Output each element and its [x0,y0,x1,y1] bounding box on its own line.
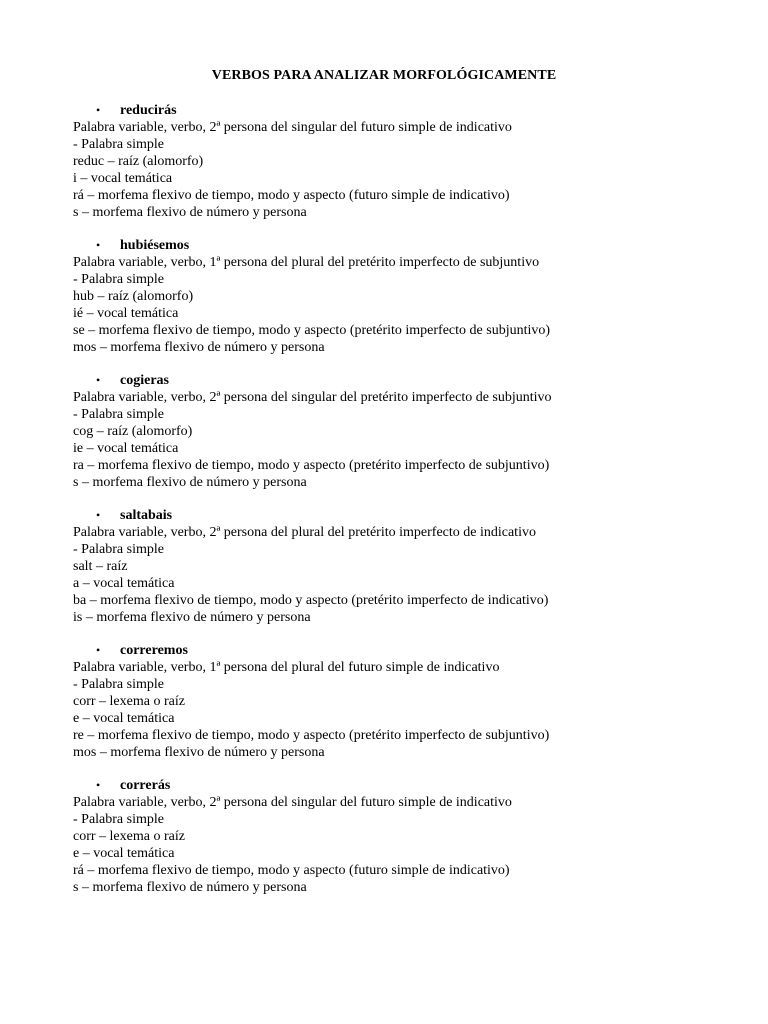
analysis-line: salt – raíz [73,559,128,574]
verb-entry-heading [73,102,753,119]
analysis-line: corr – lexema o raíz [73,694,185,709]
analysis-line: ié – vocal temática [73,306,179,321]
analysis-line: re – morfema flexivo de tiempo, modo y aspecto (pretérito imperfecto de subjuntivo) [73,728,550,743]
verb-name: correrás [120,778,171,793]
verb-entry [73,237,753,356]
analysis-line: hub – raíz (alomorfo) [73,289,194,304]
analysis-line: s – morfema flexivo de número y persona [73,880,307,895]
analysis-line: - Palabra simple [73,542,164,557]
analysis-line: - Palabra simple [73,137,164,152]
analysis-line: s – morfema flexivo de número y persona [73,205,307,220]
analysis-line: cog – raíz (alomorfo) [73,424,193,439]
verb-entry [73,102,753,221]
analysis-line: - Palabra simple [73,812,164,827]
analysis-line: mos – morfema flexivo de número y persona [73,340,325,355]
analysis-line: reduc – raíz (alomorfo) [73,154,204,169]
analysis-line: corr – lexema o raíz [73,829,185,844]
verb-entry-heading [73,372,753,389]
analysis-line: e – vocal temática [73,711,175,726]
analysis-line: rá – morfema flexivo de tiempo, modo y aspecto (futuro simple de indicativo) [73,188,510,203]
analysis-line: rá – morfema flexivo de tiempo, modo y aspecto (futuro simple de indicativo) [73,863,510,878]
verb-entry-heading [73,642,753,659]
document-title: VERBOS PARA ANALIZAR MORFOLÓGICAMENTE [211,68,557,83]
analysis-line: - Palabra simple [73,677,164,692]
analysis-line: ie – vocal temática [73,441,179,456]
bullet-icon: • [96,373,101,387]
analysis-line: Palabra variable, verbo, 2ª persona del singular del futuro simple de indicativo [73,120,512,135]
verb-entries-list [73,102,753,912]
verb-entry [73,372,753,491]
verb-name: reducirás [120,103,177,118]
analysis-line: ba – morfema flexivo de tiempo, modo y aspecto (pretérito imperfecto de indicativo) [73,593,549,608]
verb-entry-heading [73,237,753,254]
analysis-line: se – morfema flexivo de tiempo, modo y aspecto (pretérito imperfecto de subjuntivo) [73,323,551,338]
bullet-icon: • [96,103,101,117]
analysis-line: Palabra variable, verbo, 2ª persona del singular del futuro simple de indicativo [73,795,512,810]
bullet-icon: • [96,238,101,252]
analysis-line: is – morfema flexivo de número y persona [73,610,311,625]
analysis-line: Palabra variable, verbo, 1ª persona del plural del futuro simple de indicativo [73,660,500,675]
verb-entry-heading [73,777,753,794]
analysis-line: Palabra variable, verbo, 1ª persona del plural del pretérito imperfecto de subjuntivo [73,255,540,270]
analysis-line: ra – morfema flexivo de tiempo, modo y aspecto (pretérito imperfecto de subjuntivo) [73,458,550,473]
verb-entry-heading [73,507,753,524]
analysis-line: i – vocal temática [73,171,173,186]
verb-name: hubiésemos [120,238,190,253]
analysis-line: - Palabra simple [73,407,164,422]
verb-entry [73,777,753,896]
verb-name: correremos [120,643,188,658]
bullet-icon: • [96,778,101,792]
bullet-icon: • [96,643,101,657]
analysis-line: Palabra variable, verbo, 2ª persona del singular del pretérito imperfecto de subjuntivo [73,390,552,405]
analysis-line: Palabra variable, verbo, 2ª persona del plural del pretérito imperfecto de indicativo [73,525,536,540]
analysis-line: mos – morfema flexivo de número y persona [73,745,325,760]
analysis-line: - Palabra simple [73,272,164,287]
analysis-line: e – vocal temática [73,846,175,861]
verb-name: saltabais [120,508,173,523]
verb-name: cogieras [120,373,169,388]
verb-entry [73,507,753,626]
verb-entry [73,642,753,761]
analysis-line: a – vocal temática [73,576,175,591]
analysis-line: s – morfema flexivo de número y persona [73,475,307,490]
bullet-icon: • [96,508,101,522]
